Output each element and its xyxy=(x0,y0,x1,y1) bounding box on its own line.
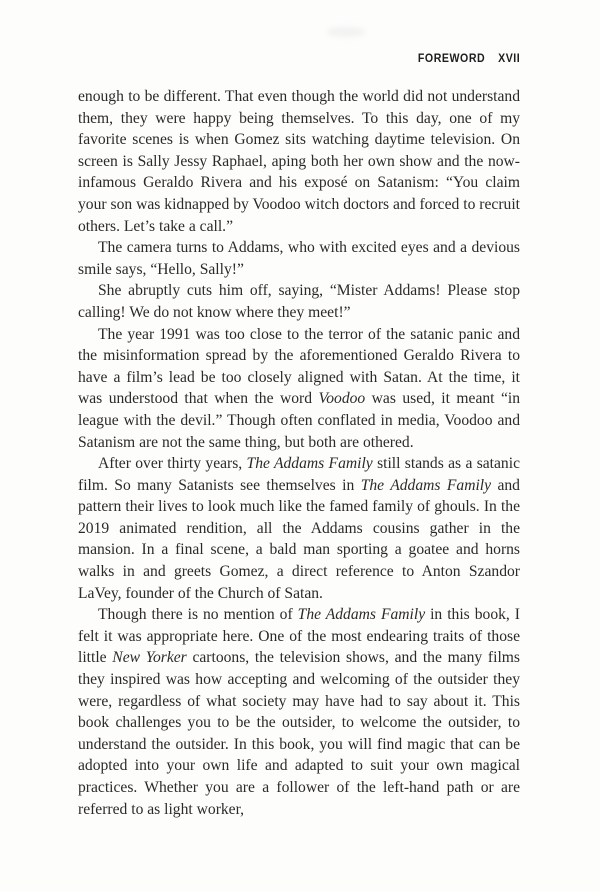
italic-title-text: New Yorker xyxy=(112,649,187,667)
text-run: and pattern their lives to look much like the famed family of ghouls. In the 2019 animated rendition, all the Addams cousins gather in the mansion. In a final scene, a bald man sporting a goatee and horns walks in and greets Gomez, a direct reference to Anton Szandor LaVey, founder of the Church of Satan. xyxy=(78,476,520,602)
running-head xyxy=(418,53,520,65)
text-run: in this book, I felt it was appropriate here. One of the most endearing traits of those little xyxy=(78,606,520,667)
text-run: She abruptly cuts him off, saying, “Mister Addams! Please stop calling! We do not know where they meet!” xyxy=(78,282,520,321)
text-run: still stands as a satanic film. So many Satanists see themselves in xyxy=(78,455,520,494)
paragraph xyxy=(78,324,520,454)
italic-title-text: The Addams Family xyxy=(297,606,426,624)
page-number: XVII xyxy=(497,53,520,65)
text-run: cartoons, the television shows, and the many films they inspired was how accepting and welcoming of the outsider they were, regardless of what society may have had to say about it. This book challenges you to be the outsider, to welcome the outsider, to understand the outsider. In this book, you will find magic that can be adopted into your own life and adapted to suit your own magical practices. Whether you are a follower of the left-hand path or are referred to as light worker, xyxy=(78,649,520,818)
text-run: Though there is no mention of xyxy=(98,606,298,624)
paragraph xyxy=(78,237,520,280)
text-run: The camera turns to Addams, who with excited eyes and a devious smile says, “Hello, Sally!” xyxy=(78,239,520,278)
text-run: The year 1991 was too close to the terror of the satanic panic and the misinformation spread by the aforementioned Geraldo Rivera to have a film’s lead be too closely aligned with Satan. At the time, it was understood that when the word xyxy=(78,325,520,408)
text-run: was used, it meant “in league with the devil.” Though often conflated in media, Voodoo and Satanism are not the same thing, but both are othered. xyxy=(78,390,520,451)
showthrough-smudge xyxy=(326,27,366,37)
paragraph xyxy=(78,604,520,820)
italic-title-text: The Addams Family xyxy=(246,455,373,473)
text-run: After over thirty years, xyxy=(98,455,247,473)
paragraph xyxy=(78,280,520,323)
running-head-section: FOREWORD xyxy=(417,53,485,65)
text-run: enough to be different. That even though the world did not understand them, they were happy being themselves. To this day, one of my favorite scenes is when Gomez sits watching daytime television. On screen is Sally Jessy Raphael, aping both her own show and the now-infamous Geraldo Rivera and his exposé on Satanism: “You claim your son was kidnapped by Voodoo witch doctors and forced to recruit others. Let’s take a call.” xyxy=(78,88,520,235)
paragraph xyxy=(78,453,520,604)
italic-title-text: Voodoo xyxy=(318,390,366,408)
body-text xyxy=(78,86,520,820)
italic-title-text: The Addams Family xyxy=(360,476,492,494)
paragraph xyxy=(78,86,520,237)
